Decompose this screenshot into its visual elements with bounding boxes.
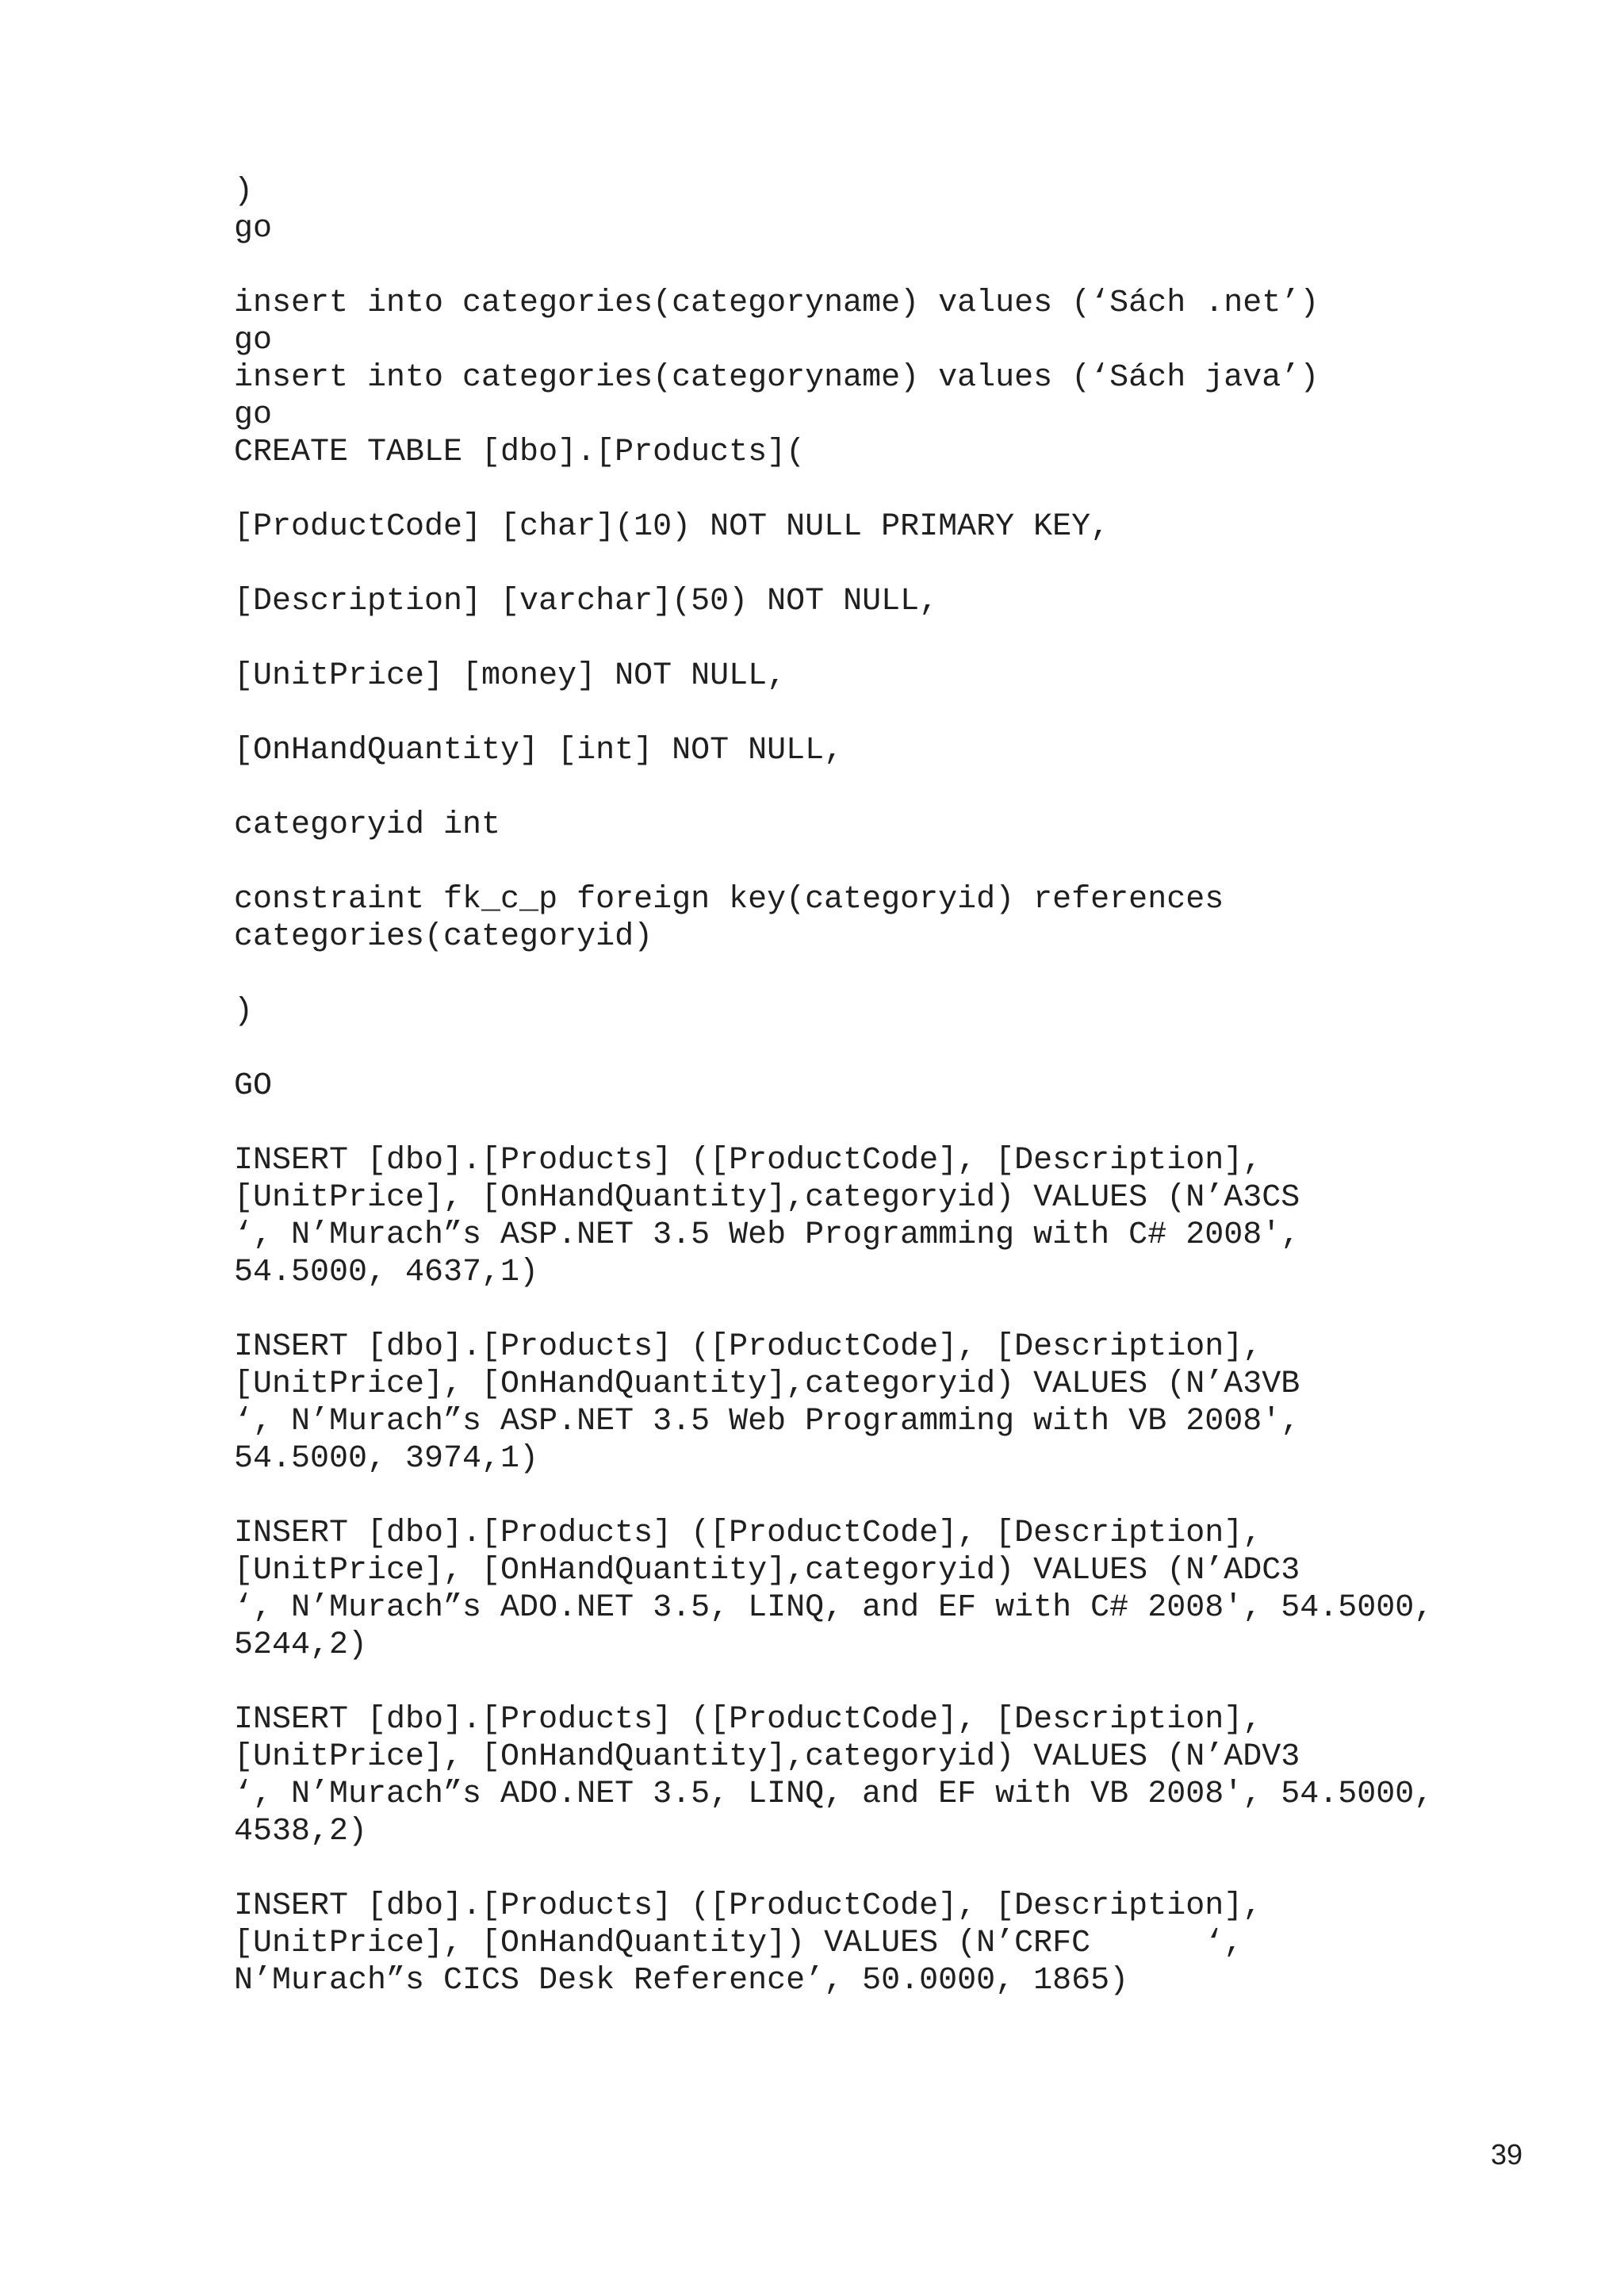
blank-line xyxy=(234,1664,1519,1701)
code-line: ) xyxy=(234,174,254,209)
code-line: INSERT [dbo].[Products] ([ProductCode], [Description], xyxy=(234,1702,1262,1738)
code-line: [UnitPrice], [OnHandQuantity],categoryid) VALUES (N’A3VB xyxy=(234,1366,1300,1402)
code-line: categoryid int xyxy=(234,807,501,843)
blank-line xyxy=(234,471,1519,508)
code-line: INSERT [dbo].[Products] ([ProductCode], [Description], xyxy=(234,1888,1262,1924)
code-line: N’Murach”s CICS Desk Reference’, 50.0000, 1865) xyxy=(234,1963,1129,1999)
code-line: constraint fk_c_p foreign key(categoryid) references xyxy=(234,882,1224,918)
code-line: 54.5000, 3974,1) xyxy=(234,1441,539,1477)
blank-line xyxy=(234,546,1519,583)
code-line: [Description] [varchar](50) NOT NULL, xyxy=(234,584,939,619)
blank-line xyxy=(234,769,1519,807)
code-line: 4538,2) xyxy=(234,1814,368,1849)
blank-line xyxy=(234,620,1519,657)
code-line: ‘, N’Murach”s ASP.NET 3.5 Web Programming with C# 2008′, xyxy=(234,1217,1300,1253)
code-line: INSERT [dbo].[Products] ([ProductCode], [Description], xyxy=(234,1143,1262,1179)
code-line: [UnitPrice], [OnHandQuantity]) VALUES (N’CRFC ‘, xyxy=(234,1926,1243,1961)
blank-line xyxy=(234,1030,1519,1068)
code-line: ‘, N’Murach”s ADO.NET 3.5, LINQ, and EF with C# 2008′, 54.5000, xyxy=(234,1590,1434,1626)
code-line: [UnitPrice], [OnHandQuantity],categoryid) VALUES (N’A3CS xyxy=(234,1180,1300,1216)
blank-line xyxy=(234,247,1519,285)
code-line: 54.5000, 4637,1) xyxy=(234,1255,539,1290)
sql-code-block xyxy=(234,173,1519,1999)
code-line: CREATE TABLE [dbo].[Products]( xyxy=(234,435,806,470)
code-line: go xyxy=(234,211,273,247)
code-line: go xyxy=(234,397,273,433)
code-line: insert into categories(categoryname) values (‘Sách .net’) xyxy=(234,286,1320,321)
code-line: INSERT [dbo].[Products] ([ProductCode], [Description], xyxy=(234,1516,1262,1551)
code-line: INSERT [dbo].[Products] ([ProductCode], [Description], xyxy=(234,1329,1262,1365)
code-line: [UnitPrice], [OnHandQuantity],categoryid) VALUES (N’ADC3 xyxy=(234,1553,1300,1589)
code-line: [ProductCode] [char](10) NOT NULL PRIMARY KEY, xyxy=(234,509,1110,545)
code-line: GO xyxy=(234,1068,273,1104)
blank-line xyxy=(234,844,1519,881)
blank-line xyxy=(234,695,1519,732)
code-line: [UnitPrice], [OnHandQuantity],categoryid) VALUES (N’ADV3 xyxy=(234,1739,1300,1775)
code-line: ‘, N’Murach”s ADO.NET 3.5, LINQ, and EF with VB 2008′, 54.5000, xyxy=(234,1777,1434,1812)
blank-line xyxy=(234,1291,1519,1328)
page-number: 39 xyxy=(1490,2138,1522,2171)
code-line: insert into categories(categoryname) values (‘Sách java’) xyxy=(234,360,1320,396)
code-line: [OnHandQuantity] [int] NOT NULL, xyxy=(234,733,844,769)
code-line: categories(categoryid) xyxy=(234,919,653,955)
code-line: [UnitPrice] [money] NOT NULL, xyxy=(234,658,787,694)
blank-line xyxy=(234,956,1519,993)
blank-line xyxy=(234,1105,1519,1142)
code-line: ) xyxy=(234,994,254,1029)
code-line: 5244,2) xyxy=(234,1627,368,1663)
code-line: go xyxy=(234,323,273,358)
blank-line xyxy=(234,1478,1519,1515)
blank-line xyxy=(234,1850,1519,1888)
code-line: ‘, N’Murach”s ASP.NET 3.5 Web Programming with VB 2008′, xyxy=(234,1404,1300,1439)
